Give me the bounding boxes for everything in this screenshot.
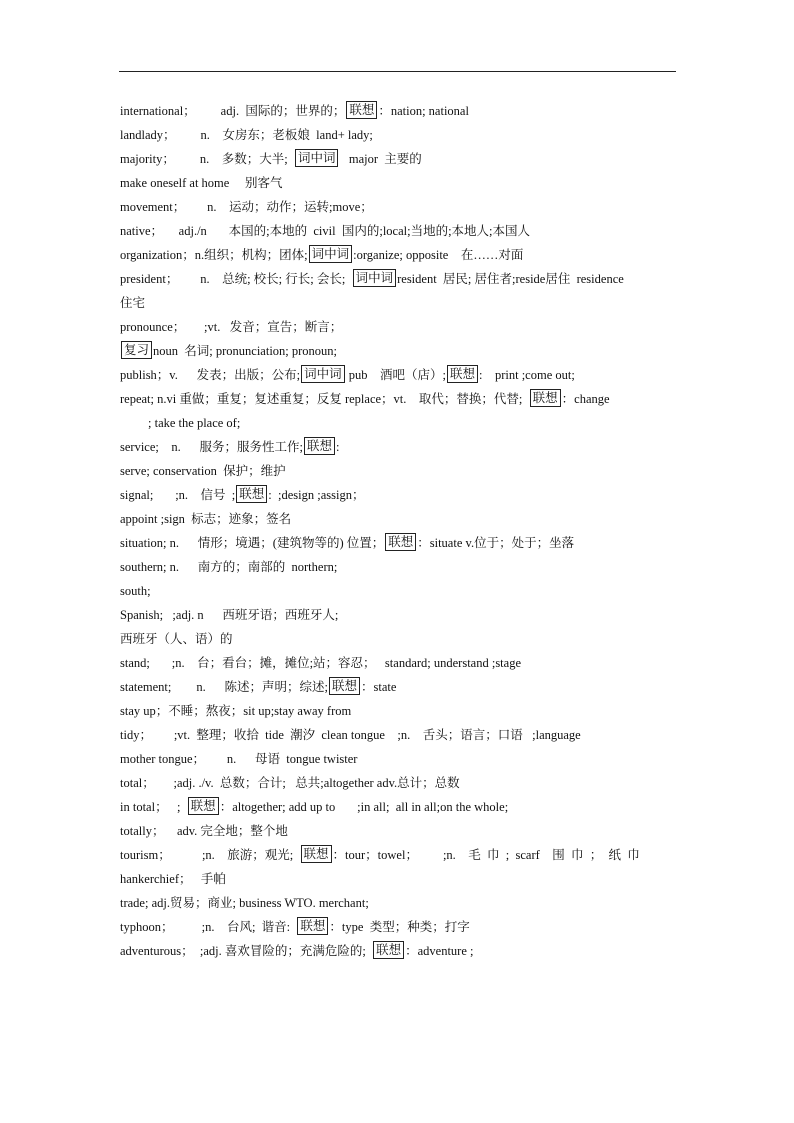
boxed-tag: 联想 — [329, 677, 360, 695]
entry-text: :organize; opposite 在……对面 — [353, 248, 524, 262]
entry-text: trade; adj.贸易；商业; business WTO. merchant; — [120, 896, 369, 910]
entry-line — [120, 627, 685, 651]
entry-line — [120, 99, 685, 123]
entry-text: noun 名词; pronunciation; pronoun; — [153, 344, 338, 358]
entry-line — [120, 123, 685, 147]
entry-text: Spanish; ;adj. n 西班牙语；西班牙人; — [120, 608, 339, 622]
boxed-tag: 联想 — [447, 365, 478, 383]
entry-text: international； adj. 国际的；世界的； — [120, 104, 346, 118]
entry-text: ：change — [561, 392, 610, 406]
boxed-tag: 联想 — [301, 845, 332, 863]
entry-text: appoint ;sign 标志；迹象；签名 — [120, 512, 292, 526]
entry-line — [120, 651, 685, 675]
entry-text: tourism； ;n. 旅游；观光; — [120, 848, 300, 862]
entry-text: typhoon； ;n. 台风; 谐音: — [120, 920, 297, 934]
entry-text: service; n. 服务；服务性工作; — [120, 440, 303, 454]
entry-text: 住宅 — [120, 296, 146, 310]
entry-text: publish；v. 发表；出版；公布; — [120, 368, 301, 382]
entry-text: ：state — [361, 680, 397, 694]
entry-text: landlady； n. 女房东；老板娘 land+ lady; — [120, 128, 373, 142]
entry-text: statement; n. 陈述；声明；综述; — [120, 680, 328, 694]
entry-line — [120, 267, 685, 291]
entry-text: major 主要的 — [339, 152, 422, 166]
entry-line — [120, 819, 685, 843]
entry-text: pub 酒吧（店）; — [345, 368, 446, 382]
entry-line — [120, 387, 685, 411]
entry-text: totally； adv. 完全地；整个地 — [120, 824, 288, 838]
entry-text: in total； ; — [120, 800, 187, 814]
entry-line — [120, 939, 685, 963]
entry-text: total； ;adj. ./v. 总数；合计; 总共;altogether adv.总计；总数 — [120, 776, 460, 790]
boxed-tag: 联想 — [188, 797, 219, 815]
boxed-tag: 复习 — [121, 341, 152, 359]
entry-line — [120, 915, 685, 939]
entry-text: stand; ;n. 台；看台；摊，摊位;站；容忍； standard; understand ;stage — [120, 656, 522, 670]
entry-line — [120, 579, 685, 603]
entry-line — [120, 891, 685, 915]
entry-line — [120, 147, 685, 171]
entry-line — [120, 699, 685, 723]
boxed-tag: 联想 — [530, 389, 561, 407]
entry-line — [120, 195, 685, 219]
entry-text: repeat; n.vi 重做；重复；复述重复；反复 replace；vt. 取代；替换；代替; — [120, 392, 529, 406]
entry-text: ：altogether; add up to ;in all; all in all;on the whole; — [219, 800, 509, 814]
vocabulary-list — [120, 99, 685, 963]
entry-text: : — [335, 440, 340, 454]
entry-text: ：nation; national — [378, 104, 469, 118]
boxed-tag: 词中词 — [309, 245, 353, 263]
entry-text: serve; conservation 保护；维护 — [120, 464, 286, 478]
boxed-tag: 联想 — [236, 485, 267, 503]
entry-line — [120, 675, 685, 699]
entry-text: ：adventure ; — [405, 944, 474, 958]
entry-text: majority； n. 多数；大半; — [120, 152, 294, 166]
entry-text: tidy； ;vt. 整理；收拾 tide 潮汐 clean tongue ;n. 舌头；语言；口语 ;language — [120, 728, 581, 742]
entry-line — [120, 795, 685, 819]
boxed-tag: 联想 — [346, 101, 377, 119]
entry-text: make oneself at home 别客气 — [120, 176, 283, 190]
entry-text: southern; n. 南方的；南部的 northern; — [120, 560, 338, 574]
entry-text: ; take the place of; — [148, 416, 241, 430]
entry-line — [120, 843, 685, 867]
entry-text: situation; n. 情形；境遇；(建筑物等的) 位置； — [120, 536, 385, 550]
entry-text: stay up；不睡；熬夜；sit up;stay away from — [120, 704, 352, 718]
entry-line — [120, 603, 685, 627]
entry-text: 西班牙（人、语）的 — [120, 632, 233, 646]
boxed-tag: 词中词 — [301, 365, 345, 383]
entry-line — [120, 339, 685, 363]
entry-line — [120, 363, 685, 387]
entry-text: native； adj./n 本国的;本地的 civil 国内的;local;当地的;本地人;本国人 — [120, 224, 531, 238]
entry-line — [120, 171, 685, 195]
entry-text: pronounce； ;vt. 发音；宣告；断言； — [120, 320, 343, 334]
entry-text: hankerchief； 手帕 — [120, 872, 226, 886]
entry-line — [120, 435, 685, 459]
entry-line — [120, 531, 685, 555]
entry-text: : ;design ;assign； — [268, 488, 365, 502]
entry-line — [120, 747, 685, 771]
boxed-tag: 词中词 — [353, 269, 397, 287]
entry-line — [120, 219, 685, 243]
entry-line — [120, 771, 685, 795]
entry-text: ：tour；towel； ;n. 毛 巾 ; scarf 围 巾 ； 纸 巾 — [332, 848, 640, 862]
entry-text: ：type 类型；种类；打字 — [329, 920, 470, 934]
entry-line — [120, 555, 685, 579]
entry-text: mother tongue； n. 母语 tongue twister — [120, 752, 358, 766]
boxed-tag: 词中词 — [295, 149, 339, 167]
entry-text: movement； n. 运动；动作；运转;move； — [120, 200, 373, 214]
header-rule — [119, 71, 676, 72]
entry-text: adventurous； ;adj. 喜欢冒险的；充满危险的; — [120, 944, 373, 958]
entry-line — [120, 243, 685, 267]
entry-line — [120, 315, 685, 339]
entry-text: signal; ;n. 信号 ; — [120, 488, 236, 502]
entry-text: south; — [120, 584, 151, 598]
entry-text: resident 居民; 居住者;reside居住 residence — [397, 272, 624, 286]
entry-text: : print ;come out; — [479, 368, 575, 382]
entry-line — [120, 459, 685, 483]
entry-line — [120, 723, 685, 747]
entry-line — [120, 291, 685, 315]
entry-line — [120, 483, 685, 507]
boxed-tag: 联想 — [373, 941, 404, 959]
entry-text: organization；n.组织；机构；团体; — [120, 248, 308, 262]
boxed-tag: 联想 — [297, 917, 328, 935]
entry-line — [120, 411, 685, 435]
boxed-tag: 联想 — [304, 437, 335, 455]
boxed-tag: 联想 — [385, 533, 416, 551]
entry-text: ：situate v.位于；处于；坐落 — [417, 536, 575, 550]
entry-line — [120, 507, 685, 531]
entry-text: president； n. 总统; 校长; 行长; 会长; — [120, 272, 352, 286]
entry-line — [120, 867, 685, 891]
